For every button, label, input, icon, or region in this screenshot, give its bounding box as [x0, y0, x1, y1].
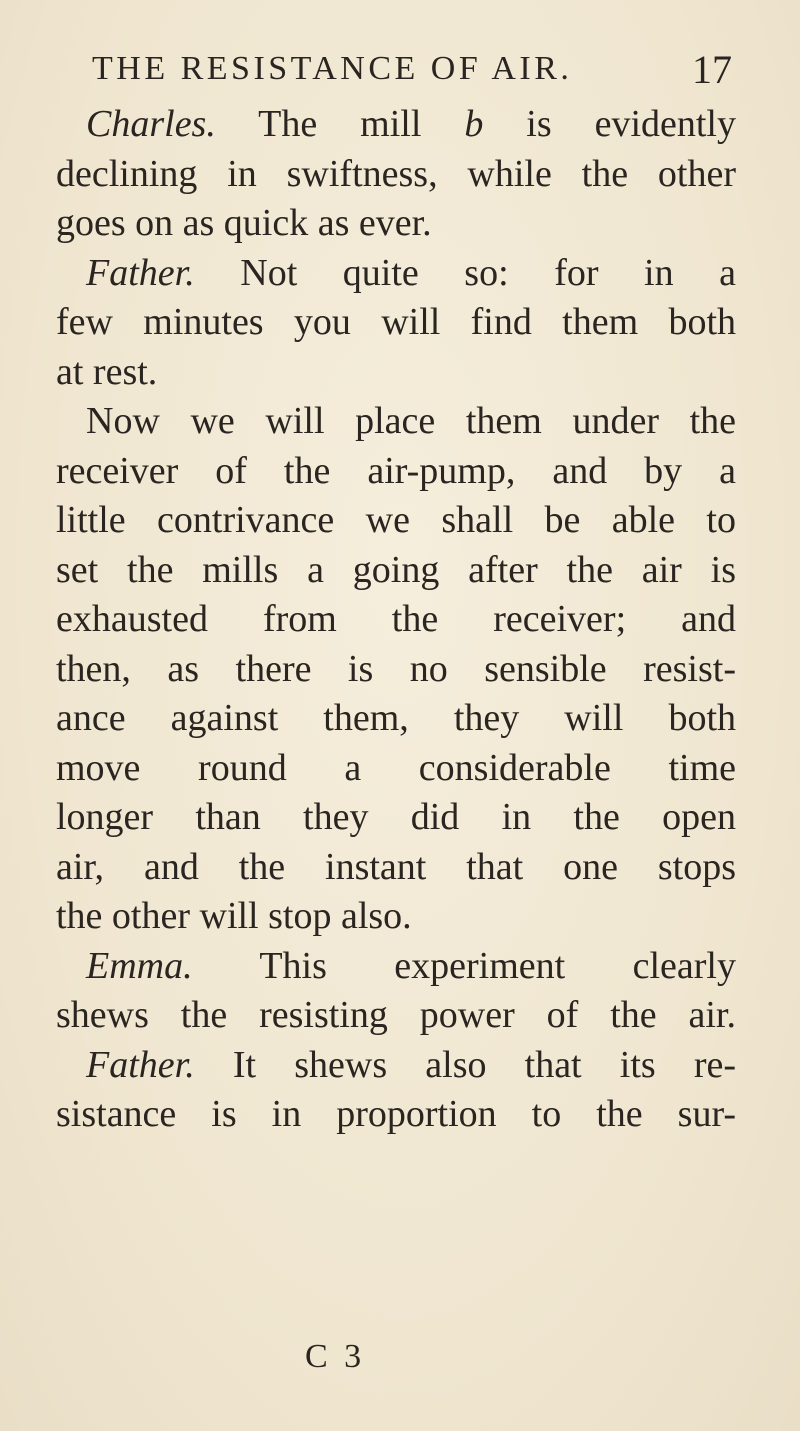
text-line — [56, 348, 736, 398]
line-text: sistance is in proportion to the sur- — [56, 1093, 736, 1135]
line-text: Now we will place them under the — [86, 400, 736, 442]
text-line — [56, 744, 736, 794]
line-text: It shews also that its re- — [194, 1043, 736, 1086]
line-text: few minutes you will find them both — [56, 301, 736, 343]
text-line — [56, 397, 736, 447]
line-text: exhausted from the receiver; and — [56, 598, 736, 640]
text-line — [56, 595, 736, 645]
text-line — [56, 298, 736, 348]
text-line — [56, 645, 736, 695]
speaker-name: Charles. — [86, 103, 216, 145]
line-text: receiver of the air-pump, and by a — [56, 449, 736, 492]
line-text: Not quite so: for in a — [194, 251, 736, 294]
text-line — [56, 150, 736, 200]
text-line — [56, 100, 736, 150]
text-line — [56, 892, 736, 942]
line-text: air, and the instant that one stops — [56, 845, 736, 888]
line-text: shews the resisting power of the air. — [56, 994, 736, 1036]
line-text: set the mills a going after the air is — [56, 548, 736, 591]
speaker-name: Father. — [86, 1043, 195, 1086]
line-text: move round a considerable time — [56, 746, 736, 789]
text-line — [56, 991, 736, 1041]
text-line — [56, 249, 736, 299]
text-line — [56, 199, 736, 249]
line-text: longer than they did in the open — [56, 796, 736, 838]
text-line — [56, 843, 736, 893]
text-line — [56, 793, 736, 843]
page-header — [92, 40, 732, 100]
text-line — [56, 694, 736, 744]
body-text — [56, 100, 736, 1140]
line-text: goes on as quick as ever. — [56, 202, 432, 244]
line-text: little contrivance we shall be able to — [56, 499, 736, 541]
page-number: 17 — [692, 47, 732, 92]
speaker-name: Emma. — [86, 944, 193, 987]
text-line — [56, 496, 736, 546]
line-text: the other will stop also. — [56, 895, 412, 937]
text-line — [56, 1090, 736, 1140]
line-text: declining in swiftness, while the other — [56, 152, 736, 195]
line-text: ance against them, they will both — [56, 697, 736, 739]
text-line — [56, 447, 736, 497]
text-line — [56, 546, 736, 596]
signature-mark: C 3 — [305, 1338, 366, 1375]
text-line — [56, 1041, 736, 1091]
line-text: at rest. — [56, 350, 158, 393]
line-text: This experiment clearly — [192, 944, 736, 987]
running-head: THE RESISTANCE OF AIR. — [92, 50, 573, 87]
speaker-name: Father. — [86, 251, 195, 294]
line-text: then, as there is no sensible resist- — [56, 647, 736, 690]
line-text: The mill b is evidently — [215, 103, 736, 145]
text-line — [56, 942, 736, 992]
